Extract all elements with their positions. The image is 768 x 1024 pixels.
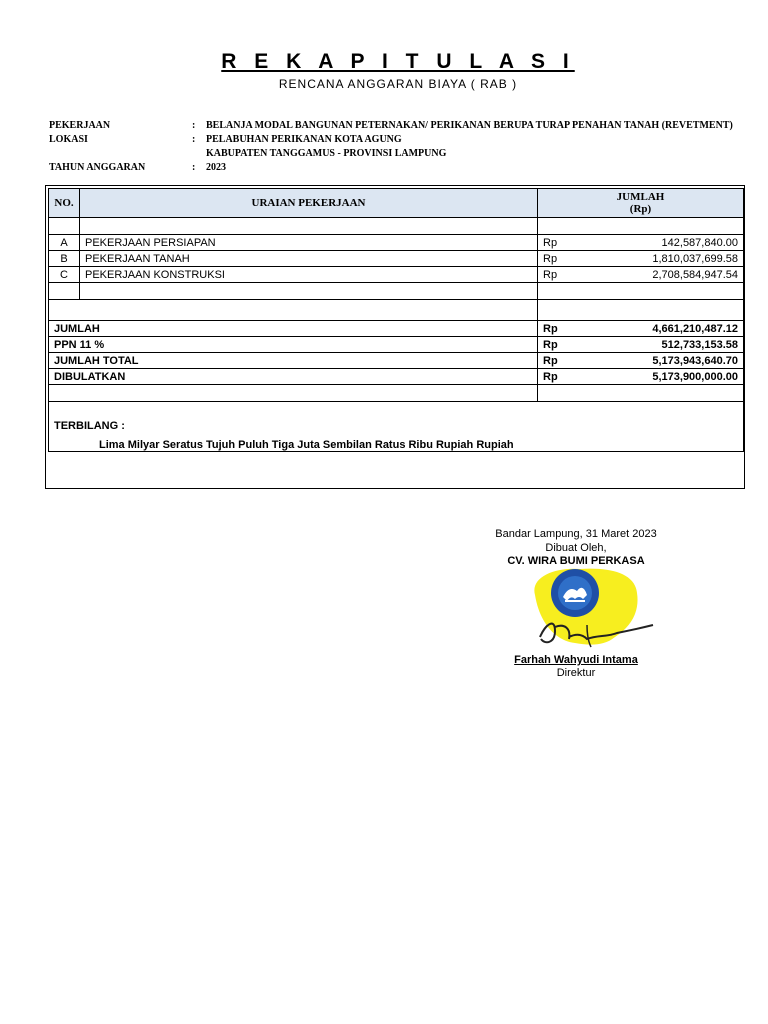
total-amount: 4,661,210,487.12 (578, 321, 744, 337)
info-value: KABUPATEN TANGGAMUS - PROVINSI LAMPUNG (206, 148, 447, 159)
document-title: R E K A P I T U L A S I (221, 50, 575, 73)
table-row (49, 235, 744, 251)
total-amount: 512,733,153.58 (578, 337, 744, 353)
document-subtitle: RENCANA ANGGARAN BIAYA ( RAB ) (278, 77, 518, 91)
total-rp: Rp (538, 369, 578, 385)
total-label: JUMLAH (49, 321, 538, 337)
info-label: PEKERJAAN (49, 120, 111, 131)
total-rp: Rp (538, 353, 578, 369)
info-value: PELABUHAN PERIKANAN KOTA AGUNG (206, 134, 402, 145)
info-value: BELANJA MODAL BANGUNAN PETERNAKAN/ PERIKANAN BERUPA TURAP PENAHAN TANAH (REVETMENT) (206, 120, 733, 131)
signature-made-by: Dibuat Oleh, (545, 542, 607, 554)
signature-place-date: Bandar Lampung, 31 Maret 2023 (495, 528, 657, 540)
table-header-row (49, 189, 744, 218)
row-desc: PEKERJAAN PERSIAPAN (80, 235, 538, 251)
header-amount (538, 189, 744, 218)
row-amount: 1,810,037,699.58 (578, 251, 744, 267)
total-row (49, 337, 744, 353)
total-amount: 5,173,943,640.70 (578, 353, 744, 369)
blank-row (49, 300, 744, 321)
total-row (49, 321, 744, 337)
total-label: DIBULATKAN (49, 369, 538, 385)
row-desc: PEKERJAAN TANAH (80, 251, 538, 267)
blank-row (49, 218, 744, 235)
row-desc: PEKERJAAN KONSTRUKSI (80, 267, 538, 283)
signature-company: CV. WIRA BUMI PERKASA (507, 555, 645, 567)
row-amount: 142,587,840.00 (578, 235, 744, 251)
row-no: A (49, 235, 80, 251)
header-amount-line1: JUMLAH (616, 191, 665, 203)
info-colon: : (192, 134, 196, 145)
blank-row (49, 385, 744, 402)
total-amount: 5,173,900,000.00 (578, 369, 744, 385)
row-rp: Rp (538, 235, 578, 251)
row-rp: Rp (538, 251, 578, 267)
blank-row (49, 283, 744, 300)
row-rp: Rp (538, 267, 578, 283)
row-no: C (49, 267, 80, 283)
terbilang-label: TERBILANG : (54, 420, 125, 432)
header-no: NO. (49, 189, 80, 218)
row-amount: 2,708,584,947.54 (578, 267, 744, 283)
signatory-name (470, 654, 682, 666)
table-row (49, 267, 744, 283)
company-stamp-logo (525, 565, 655, 665)
total-row (49, 369, 744, 385)
total-row (49, 353, 744, 369)
rab-table (48, 188, 744, 452)
header-amount-line2: (Rp) (629, 203, 652, 215)
total-rp: Rp (538, 321, 578, 337)
info-colon: : (192, 162, 196, 173)
total-label: JUMLAH TOTAL (49, 353, 538, 369)
row-no: B (49, 251, 80, 267)
total-label: PPN 11 % (49, 337, 538, 353)
signatory-position: Direktur (556, 667, 596, 679)
terbilang-text: Lima Milyar Seratus Tujuh Puluh Tiga Juta Sembilan Ratus Ribu Rupiah Rupiah (99, 439, 514, 451)
signatory-name-text: Farhah Wahyudi Intama (514, 654, 638, 666)
info-label: TAHUN ANGGARAN (49, 162, 146, 173)
header-desc: URAIAN PEKERJAAN (80, 189, 538, 218)
table-row (49, 251, 744, 267)
info-label: LOKASI (49, 134, 88, 145)
total-rp: Rp (538, 337, 578, 353)
info-colon: : (192, 120, 196, 131)
info-value: 2023 (206, 162, 226, 173)
terbilang-row (49, 402, 744, 452)
